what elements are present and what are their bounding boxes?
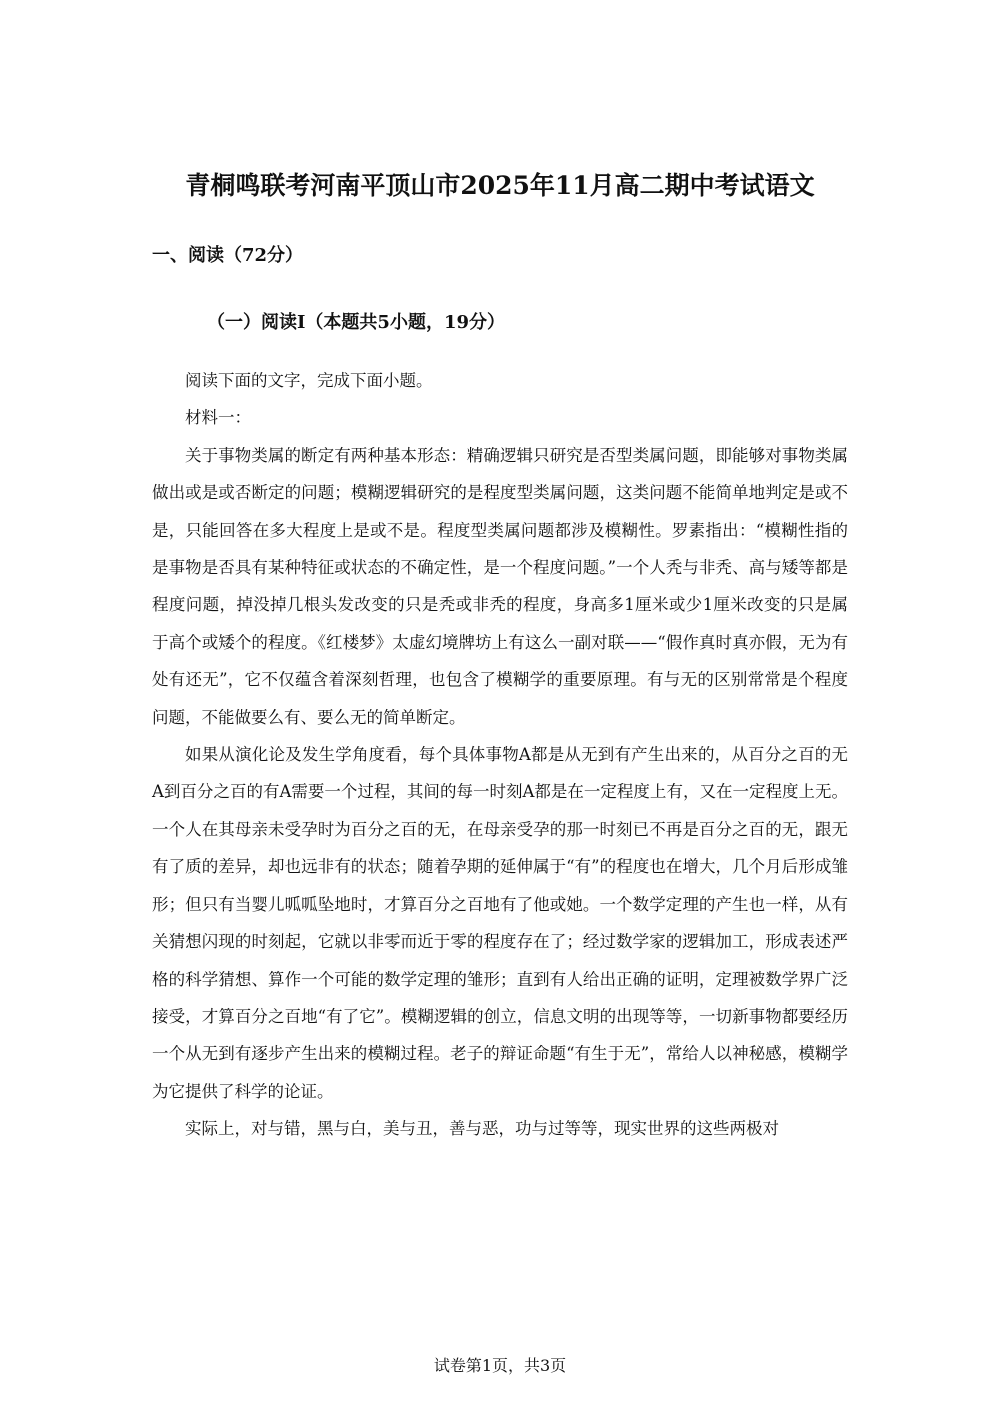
- sub-heading: （一）阅读I（本题共5小题，19分）: [207, 312, 505, 333]
- document-title: 青桐鸣联考河南平顶山市2025年11月高二期中考试语文: [185, 171, 815, 200]
- reading-passage: [152, 362, 848, 1148]
- passage-paragraph: 关于事物类属的断定有两种基本形态：精确逻辑只研究是否型类属问题，即能够对事物类属做出或是或否断定的问题；模糊逻辑研究的是程度型类属问题，这类问题不能简单地判定是或不是，只能回答在多大程度上是或不是。程度型类属问题都涉及模糊性。罗素指出：“模糊性指的是事物是否具有某种特征或状态的不确定性，是一个程度问题。”一个人秃与非秃、高与矮等都是程度问题，掉没掉几根头发改变的只是秃或非秃的程度，身高多1厘米或少1厘米改变的只是属于高个或矮个的程度。《红楼梦》太虚幻境牌坊上有这么一副对联——“假作真时真亦假，无为有处有还无”，它不仅蕴含着深刻哲理，也包含了模糊学的重要原理。有与无的区别常常是个程度问题，不能做要么有、要么无的简单断定。: [152, 445, 848, 727]
- passage-paragraph: 如果从演化论及发生学角度看，每个具体事物A都是从无到有产生出来的，从百分之百的无A到百分之百的有A需要一个过程，其间的每一时刻A都是在一定程度上有，又在一定程度上无。一个人在其母亲未受孕时为百分之百的无，在母亲受孕的那一时刻已不再是百分之百的无，跟无有了质的差异，却也远非有的状态；随着孕期的延伸属于“有”的程度也在增大，几个月后形成雏形；但只有当婴儿呱呱坠地时，才算百分之百地有了他或她。一个数学定理的产生也一样，从有关猜想闪现的时刻起，它就以非零而近于零的程度存在了；经过数学家的逻辑加工，形成表述严格的科学猜想、算作一个可能的数学定理的雏形；直到有人给出正确的证明，定理被数学界广泛接受，才算百分之百地“有了它”。模糊逻辑的创立，信息文明的出现等等，一切新事物都要经历一个从无到有逐步产生出来的模糊过程。老子的辩证命题“有生于无”，常给人以神秘感，模糊学为它提供了科学的论证。: [152, 745, 848, 1101]
- instruction-paragraph: 阅读下面的文字，完成下面小题。: [185, 371, 433, 390]
- material-label: 材料一：: [185, 408, 251, 428]
- passage-paragraph: 实际上，对与错，黑与白，美与丑，善与恶，功与过等等，现实世界的这些两极对: [185, 1119, 779, 1139]
- page-footer: 试卷第1页，共3页: [433, 1356, 567, 1375]
- section-heading: 一、阅读（72分）: [152, 245, 304, 266]
